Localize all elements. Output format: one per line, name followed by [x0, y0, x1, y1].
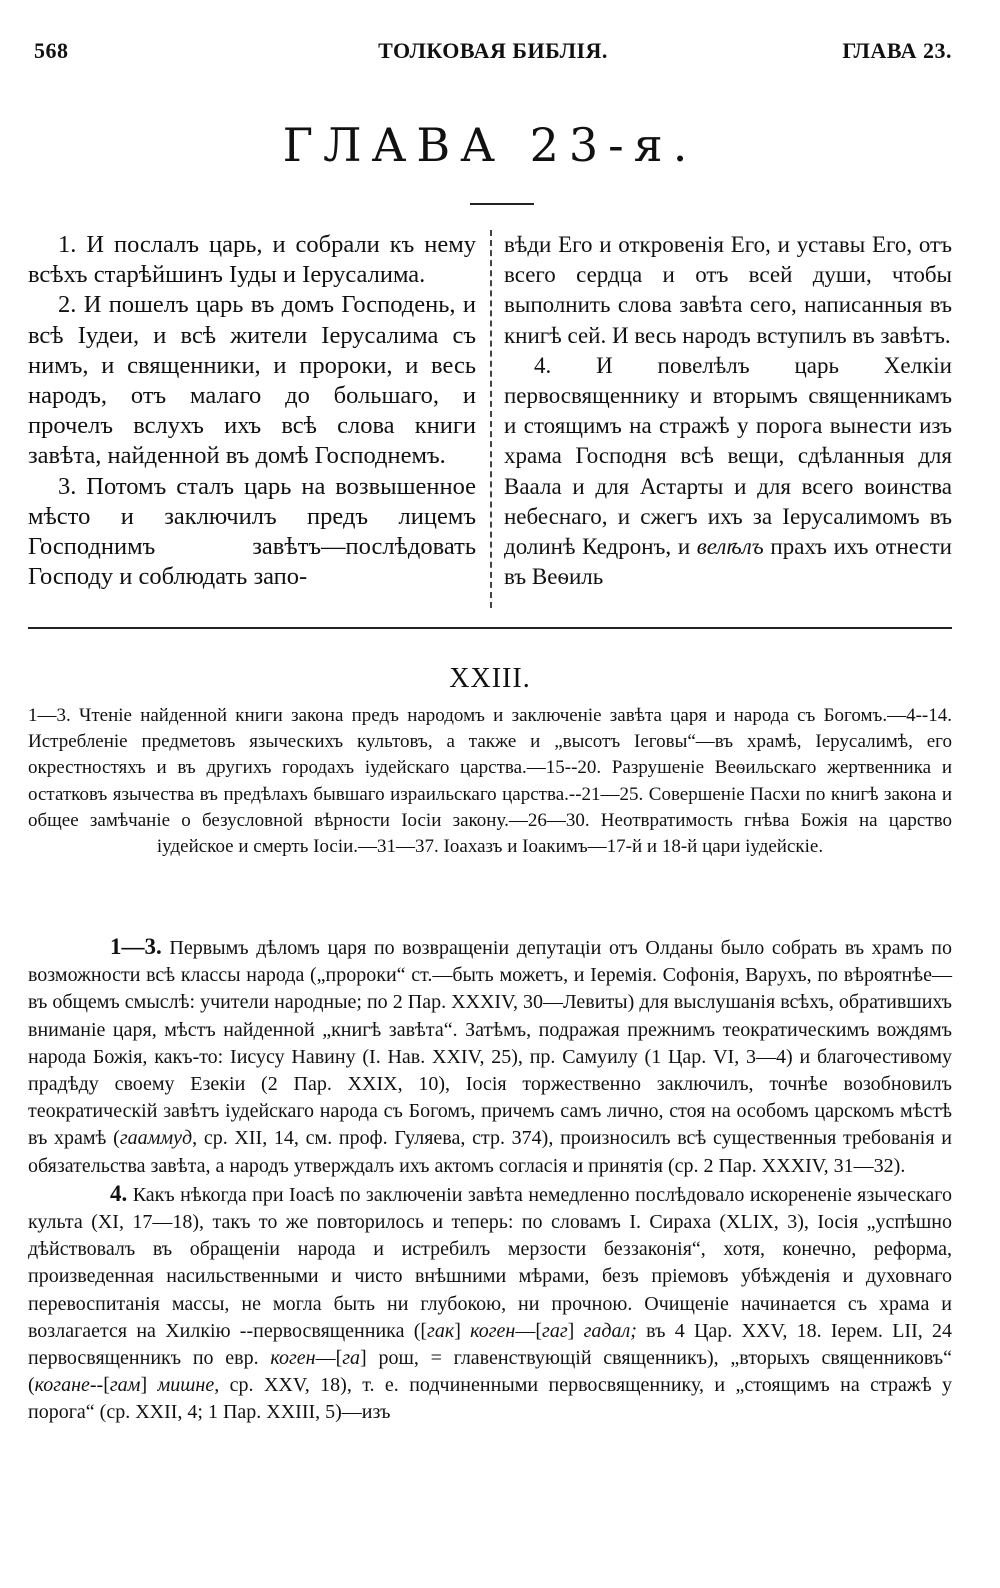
verse-ref: 1—3.: [110, 934, 162, 959]
commentary-text: Какъ нѣкогда при Іоасѣ по заключеніи завѣта немедленно послѣдовало искорененіе языческаго культа (XI, 17—18), такъ то же повторилось и теперь: по словамъ І. Сираха (XLIX, 3), Іосія „успѣшно дѣйствовалъ въ обращеніи народа и истребилъ мерзости беззаконія“, хотя, конечно, реформа, произведенная насильственными и чисто внѣшними мѣрами, безъ пріемовъ убѣжденія и духовнаго перевоспитанія массы, не могла быть ни глубокою, ни прочною. Очищеніе начинается съ храма и возлагается на Хилкію --первосвященника ([: [28, 1183, 953, 1342]
commentary-text: , ср. XII, 14, см. проф. Гуляева, стр. 374), произносилъ всѣ существенныя требованія и обязательства завѣта, а народъ утверждалъ ихъ актомъ согласія и принятія (ср. 2 Пар. XXXIV, 31—32).: [28, 1127, 952, 1177]
title-rule: [470, 203, 534, 205]
commentary-text: ] рош, = главенствующій священникъ), „вторыхъ священниковъ“ (: [28, 1347, 952, 1397]
commentary-italic: коген: [270, 1347, 316, 1370]
commentary-text: ]: [567, 1319, 584, 1342]
commentary-italic: мишне: [157, 1374, 215, 1397]
commentary-text: , ср. XXV, 18), т. е. подчиненными первосвященнику, и „стоящимъ на стражѣ у порога“ (ср. XXII, 4; 1 Пар. XXIII, 5)—изъ: [28, 1374, 952, 1424]
left-column: [28, 230, 476, 592]
right-column: [504, 230, 952, 592]
commentary-italic: га: [342, 1347, 361, 1370]
book-title: ТОЛКОВАЯ БИБЛІЯ.: [378, 38, 608, 63]
commentary-italic: коген: [470, 1319, 516, 1342]
commentary-italic: гадал;: [583, 1319, 637, 1342]
commentary-italic: гам: [109, 1374, 141, 1397]
commentary-text: Первымъ дѣломъ царя по возвращеніи депутаціи отъ Олданы было собрать въ храмъ по возможности всѣ классы народа („пророки“ ст.—быть можетъ, и Іеремія. Софонія, Варухъ, по вѣроятнѣе—въ общемъ смыслѣ: учители народные; по 2 Пар. XXXIV, 30—Левиты) для выслушанія всѣхъ, обратившихъ вниманіе царя, мѣстъ найденной „книгѣ завѣта“. Затѣмъ, подражая прежнимъ теократическимъ вождямъ народа Божія, какъ-то: Іисусу Навину (І. Нав. XXIV, 25), пр. Самуилу (1 Цар. VI, 3—4) и благочестивому прадѣду своему Езекіи (2 Пар. XXIX, 10), Іосія торжественно заключилъ, точнѣе возобновилъ теократическій завѣтъ іудейскаго народа съ Богомъ, причемъ самъ лично, стоя на особомъ царскомъ мѣстѣ въ храмѣ (: [28, 937, 952, 1150]
verse-4-end: прахъ ихъ отнести въ Веѳиль: [504, 534, 952, 590]
commentary-text: —[: [515, 1319, 543, 1342]
commentary-text: въ 4 Цар. XXV, 18. Іерем. LII, 24 первосвященникъ по евр.: [28, 1319, 953, 1370]
commentary-italic: гаг: [542, 1319, 568, 1342]
chapter-title: ГЛАВА 23-я.: [282, 118, 698, 172]
commentary-paragraph-2: [28, 1180, 952, 1427]
verse-2: 2. И пошелъ царь въ домъ Господень, и всѣ Іудеи, и всѣ жители Іерусалима съ нимъ, и священники, и пророки, и весь народъ, отъ малаго до большаго, и прочелъ вслухъ ихъ всѣ слова книги завѣта, найденной въ домѣ Господнемъ.: [28, 291, 476, 470]
commentary: [28, 933, 952, 1427]
commentary-text: --[: [89, 1374, 110, 1397]
verse-1: 1. И послалъ царь, и собрали къ нему всѣхъ старѣйшинъ Іуды и Іерусалима.: [28, 231, 476, 289]
verse-4: [504, 351, 952, 593]
commentary-text: ]: [140, 1374, 158, 1397]
column-divider: [490, 230, 492, 608]
commentary-italic: гак: [427, 1319, 455, 1342]
bible-text-columns: [28, 230, 952, 618]
commentary-text: ]: [454, 1319, 471, 1342]
commentary-italic: когане: [34, 1374, 90, 1397]
page-number: 568: [34, 38, 69, 63]
chapter-summary: 1—3. Чтеніе найденной книги закона предъ народомъ и заключеніе завѣта царя и народа съ Богомъ.—4--14. Истребленіе предметовъ языческихъ культовъ, а также и „высотъ Іеговы“—въ храмѣ, Іерусалимѣ, его окрестностяхъ и въ другихъ городахъ іудейскаго царства.—15--20. Разрушеніе Веѳильскаго жертвенника и остатковъ язычества въ предѣлахъ бывшаго израильскаго царства.--21—25. Совершеніе Пасхи по книгѣ закона и общее замѣчаніе о безусловной вѣрности Іосіи закону.—26—30. Неотвратимость гнѣва Божія на царство іудейское и смерть Іосіи.—31—37. Іоахазъ и Іоакимъ—17-й и 18-й цари іудейскіе.: [28, 705, 952, 858]
verse-4-start: 4. И повелѣлъ царь Хелкіи первосвященнику и вторымъ священникамъ и стоящимъ на стражѣ у порога вынести изъ храма Господня всѣ вещи, сдѣланныя для Ваала и для Астарты и для всего воинства небеснаго, и сжегъ ихъ за Іерусалимомъ въ долинѣ Кедронъ, и: [504, 352, 952, 560]
verse-4-italic: велѣлъ: [696, 534, 764, 560]
commentary-text: —[: [315, 1347, 343, 1370]
book-page: [28, 0, 952, 1588]
verse-3-continuation: вѣди Его и откровенія Его, и уставы Его, отъ всего сердца и отъ всей души, чтобы выполнить слова завѣта сего, написанныя въ книгѣ сей. И весь народъ вступилъ въ завѣтъ.: [504, 232, 952, 348]
commentary-italic: гааммуд: [119, 1127, 193, 1150]
commentary-header: XXIII.: [449, 663, 531, 694]
verse-ref: 4.: [110, 1180, 128, 1206]
running-head: [34, 38, 952, 72]
text-separator-rule: [28, 627, 952, 629]
chapter-label: ГЛАВА 23.: [842, 38, 952, 63]
commentary-paragraph-1: [28, 933, 952, 1180]
verse-3: 3. Потомъ сталъ царь на возвышенное мѣсто и заключилъ предъ лицемъ Господнимъ завѣтъ—послѣдовать Господу и соблюдать запо-: [28, 472, 476, 591]
